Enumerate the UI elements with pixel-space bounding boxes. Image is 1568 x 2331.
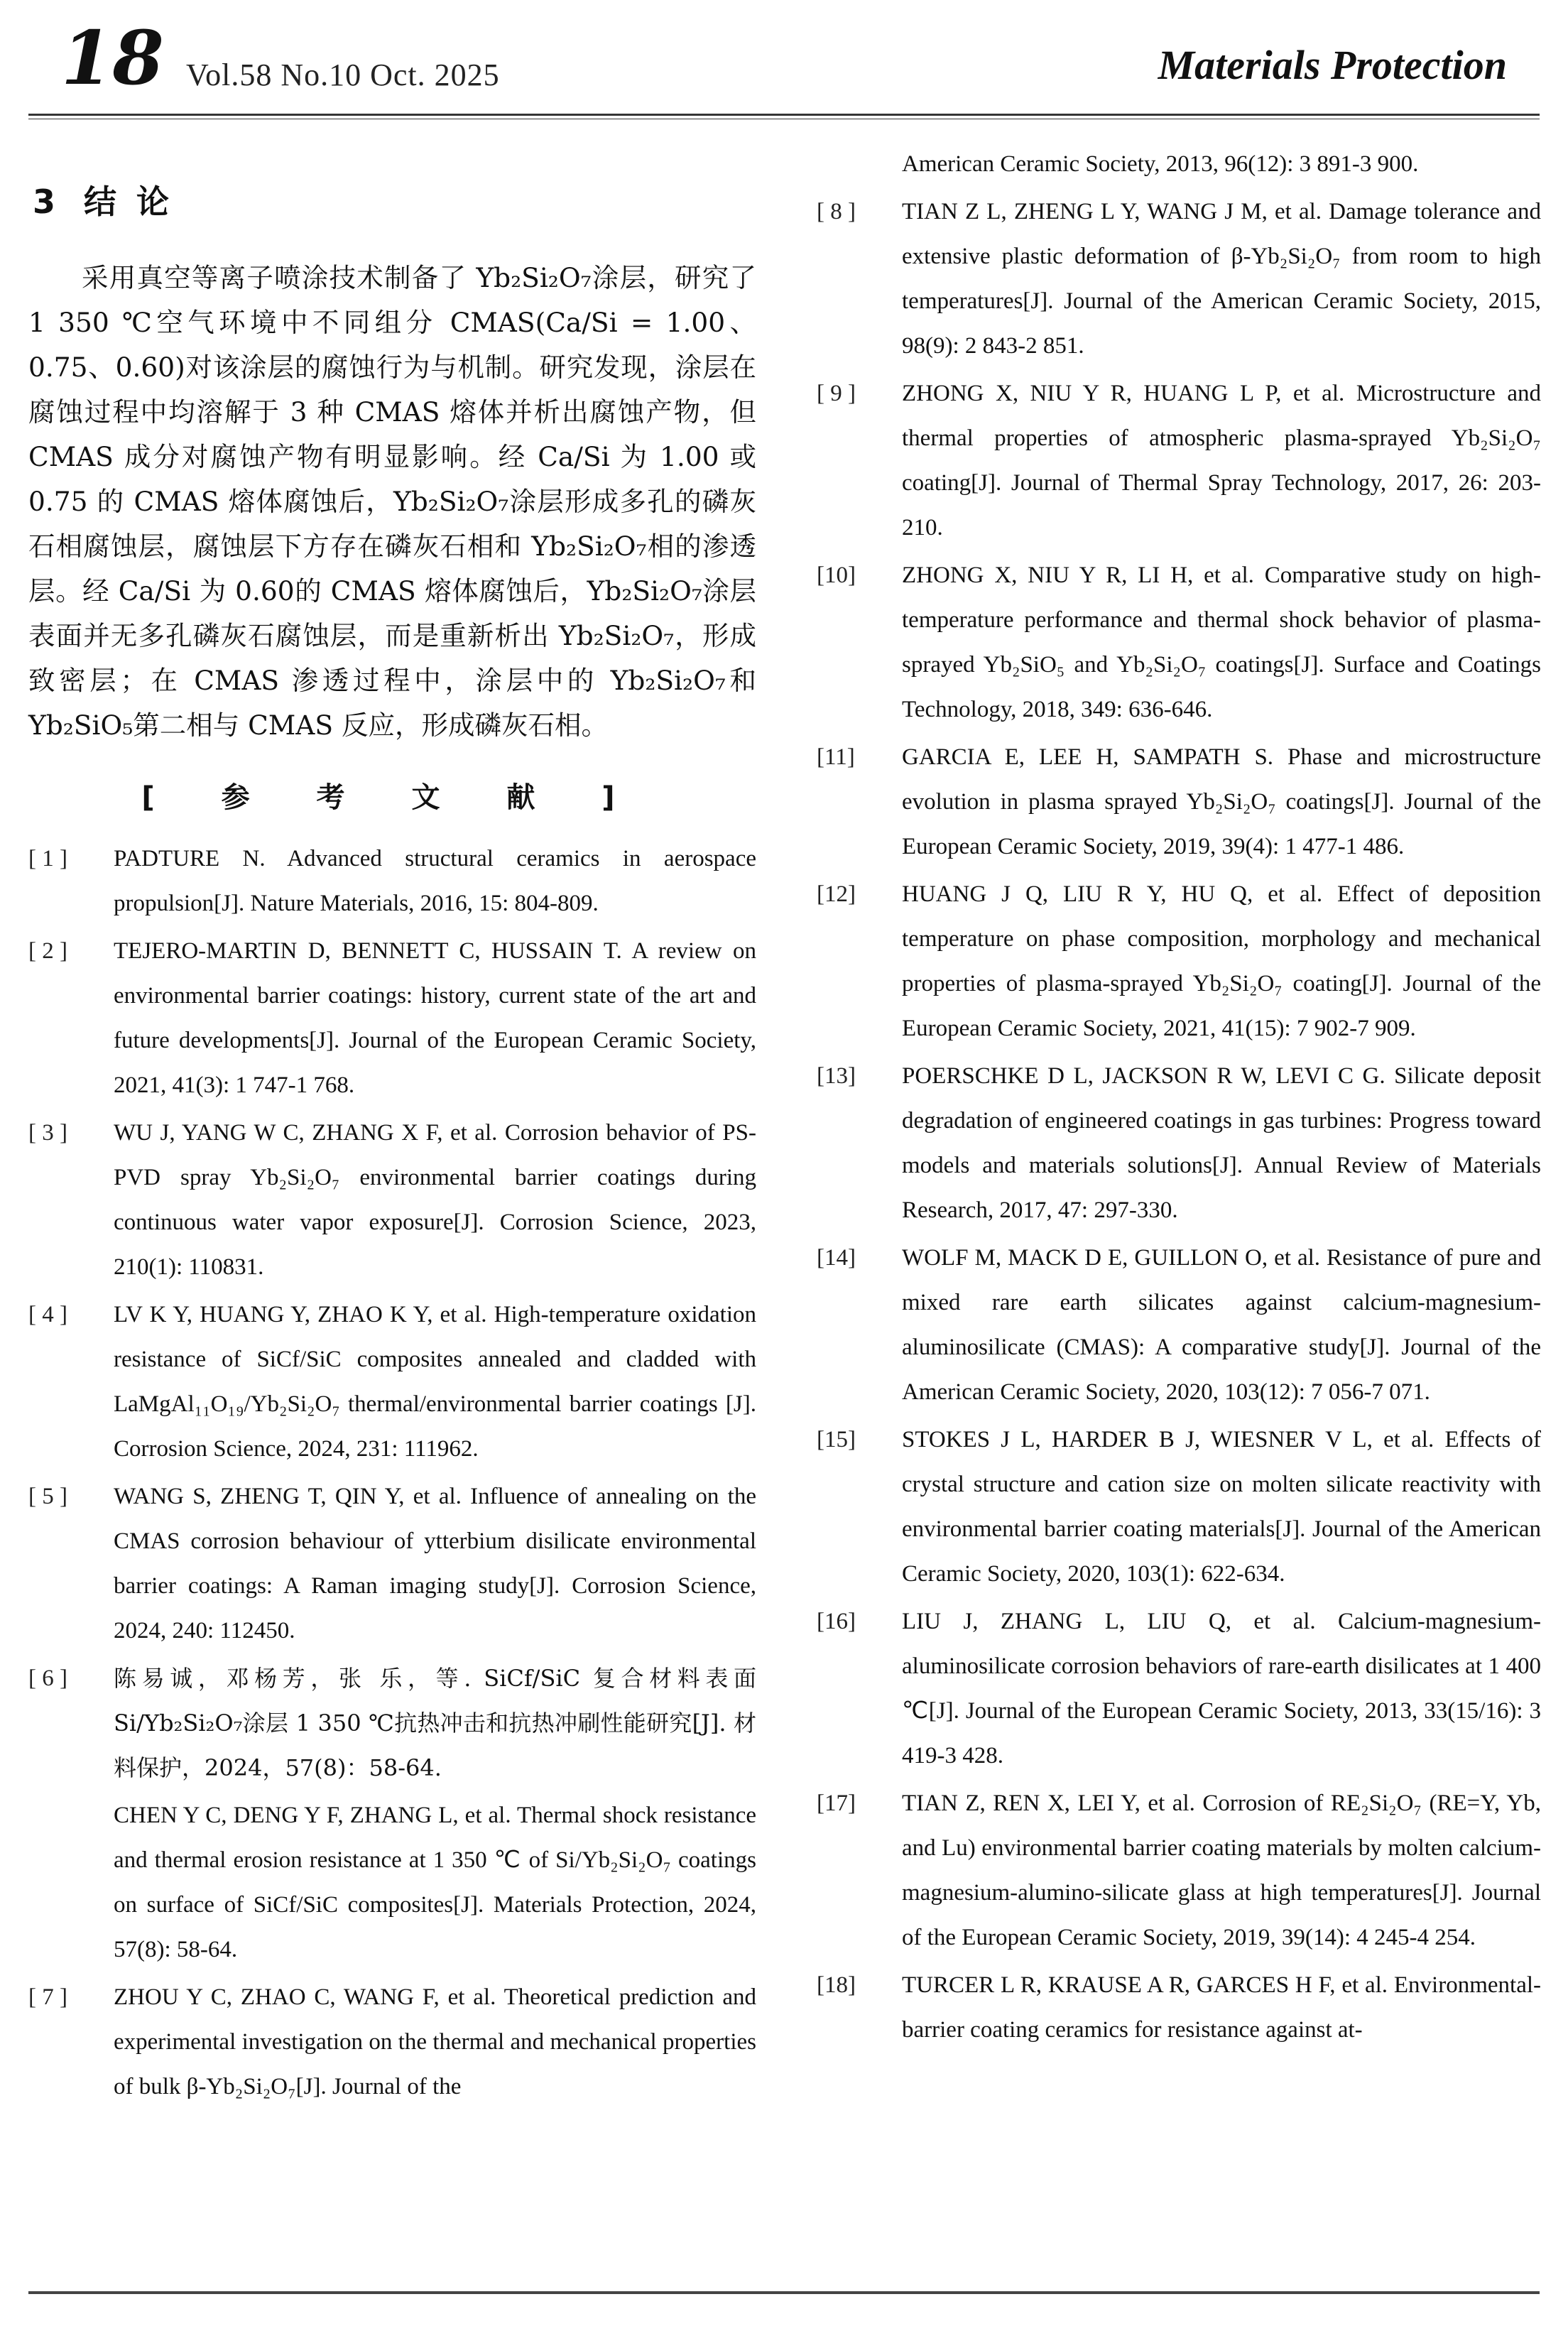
reference-text: TIAN Z L, ZHENG L Y, WANG J M, et al. Damage tolerance and extensive plastic deformation of β-Yb₂Si₂O₇ from room to high temperatures[J]. Journal of the American Ceramic Society, 2015, 98(9): 2 843-2 851. bbox=[902, 199, 1541, 359]
reference-item bbox=[817, 1418, 1541, 1597]
reference-item bbox=[817, 1599, 1541, 1778]
page-number: 18 bbox=[61, 14, 164, 102]
reference-index: [ 3 ] bbox=[28, 1120, 67, 1146]
reference-index: [11] bbox=[817, 744, 855, 770]
reference-item bbox=[28, 929, 756, 1108]
reference-item bbox=[28, 1293, 756, 1472]
reference-text: 陈易诚，邓杨芳，张 乐，等. SiCf/SiC 复合材料表面 Si/Yb₂Si₂O₇涂层 1 350 ℃抗热冲击和抗热冲刷性能研究[J]. 材料保护，2024，57(8)：58-64. bbox=[114, 1665, 756, 1781]
right-column bbox=[817, 142, 1541, 2055]
reference-text: LIU J, ZHANG L, LIU Q, et al. Calcium-magnesium-aluminosilicate corrosion behaviors of rare-earth disilicates at 1 400 ℃[J]. Journal of the European Ceramic Society, 2013, 33(15/16): 3 419-3 428. bbox=[902, 1609, 1541, 1768]
reference-index: [15] bbox=[817, 1427, 856, 1452]
reference-continuation: American Ceramic Society, 2013, 96(12): 3 891-3 900. bbox=[902, 151, 1419, 177]
reference-item bbox=[817, 1781, 1541, 1960]
reference-text: HUANG J Q, LIU R Y, HU Q, et al. Effect of deposition temperature on phase composition, morphology and mechanical properties of plasma-sprayed Yb₂Si₂O₇ coating[J]. Journal of the European Ceramic Society, 2021, 41(15): 7 902-7 909. bbox=[902, 881, 1541, 1041]
reference-item bbox=[28, 837, 756, 926]
reference-item bbox=[817, 190, 1541, 369]
reference-text: TURCER L R, KRAUSE A R, GARCES H F, et al. Environmental-barrier coating ceramics for resistance against at- bbox=[902, 1972, 1541, 2043]
reference-item bbox=[817, 1054, 1541, 1233]
conclusion-paragraph: 采用真空等离子喷涂技术制备了 Yb₂Si₂O₇涂层，研究了 1 350 ℃空气环境中不同组分 CMAS(Ca/Si = 1.00、0.75、0.60)对该涂层的腐蚀行为与机制。研究发现，涂层在腐蚀过程中均溶解于 3 种 CMAS 熔体并析出腐蚀产物，但 CMAS 成分对腐蚀产物有明显影响。经 Ca/Si 为 1.00 或 0.75 的 CMAS 熔体腐蚀后，Yb₂Si₂O₇涂层形成多孔的磷灰石相腐蚀层，腐蚀层下方存在磷灰石相和 Yb₂Si₂O₇相的渗透层。经 Ca/Si 为 0.60的 CMAS 熔体腐蚀后，Yb₂Si₂O₇涂层表面并无多孔磷灰石腐蚀层，而是重新析出 Yb₂Si₂O₇，形成致密层；在 CMAS 渗透过程中，涂层中的 Yb₂Si₂O₇和 Yb₂SiO₅第二相与 CMAS 反应，形成磷灰石相。 bbox=[28, 262, 756, 741]
reference-text: PADTURE N. Advanced structural ceramics in aerospace propulsion[J]. Nature Materials, 2016, 15: 804-809. bbox=[114, 846, 756, 916]
reference-text: WU J, YANG W C, ZHANG X F, et al. Corrosion behavior of PS-PVD spray Yb₂Si₂O₇ environmental barrier coatings during continuous water vapor exposure[J]. Corrosion Science, 2023, 210(1): 110831. bbox=[114, 1120, 756, 1280]
reference-item bbox=[817, 1236, 1541, 1415]
reference-item bbox=[817, 872, 1541, 1051]
reference-list-right bbox=[817, 190, 1541, 2053]
section-heading: 结 论 bbox=[84, 183, 174, 221]
reference-index: [ 5 ] bbox=[28, 1484, 67, 1509]
reference-index: [12] bbox=[817, 881, 856, 907]
issue-info: Vol.58 No.10 Oct. 2025 bbox=[186, 58, 500, 92]
reference-index: [17] bbox=[817, 1791, 856, 1816]
reference-text: ZHONG X, NIU Y R, LI H, et al. Comparative study on high-temperature performance and thermal shock behavior of plasma-sprayed Yb₂SiO₅ and Yb₂Si₂O₇ coatings[J]. Surface and Coatings Technology, 2018, 349: 636-646. bbox=[902, 563, 1541, 722]
reference-index: [ 4 ] bbox=[28, 1302, 67, 1327]
header-rule bbox=[28, 114, 1540, 119]
reference-index: [10] bbox=[817, 563, 856, 588]
reference-english-translation: CHEN Y C, DENG Y F, ZHANG L, et al. Thermal shock resistance and thermal erosion resistance at 1 350 ℃ of Si/Yb₂Si₂O₇ coatings on surface of SiCf/SiC composites[J]. Materials Protection, 2024, 57(8): 58-64. bbox=[114, 1803, 756, 1962]
reference-text: ZHONG X, NIU Y R, HUANG L P, et al. Microstructure and thermal properties of atmospheric plasma-sprayed Yb₂Si₂O₇ coating[J]. Journal of Thermal Spray Technology, 2017, 26: 203-210. bbox=[902, 381, 1541, 540]
reference-item bbox=[28, 1111, 756, 1290]
reference-item bbox=[28, 1474, 756, 1653]
reference-text: STOKES J L, HARDER B J, WIESNER V L, et al. Effects of crystal structure and cation size on molten silicate reactivity with environmental barrier coating materials[J]. Journal of the American Ceramic Society, 2020, 103(1): 622-634. bbox=[902, 1427, 1541, 1587]
reference-list-left bbox=[28, 837, 756, 2109]
references-title: [ 参 考 文 献 ] bbox=[141, 781, 643, 814]
reference-index: [ 8 ] bbox=[817, 199, 856, 224]
journal-name: Materials Protection bbox=[1158, 42, 1507, 88]
reference-text: WOLF M, MACK D E, GUILLON O, et al. Resistance of pure and mixed rare earth silicates against calcium-magnesium-aluminosilicate (CMAS): A comparative study[J]. Journal of the American Ceramic Society, 2020, 103(12): 7 056-7 071. bbox=[902, 1245, 1541, 1405]
section-number: 3 bbox=[33, 183, 60, 221]
reference-item bbox=[817, 553, 1541, 732]
reference-text: ZHOU Y C, ZHAO C, WANG F, et al. Theoretical prediction and experimental investigation on the thermal and mechanical properties of bulk β-Yb₂Si₂O₇[J]. Journal of the bbox=[114, 1984, 756, 2099]
reference-item bbox=[28, 1975, 756, 2109]
page-header bbox=[0, 0, 1568, 135]
reference-item bbox=[817, 1963, 1541, 2053]
reference-index: [ 9 ] bbox=[817, 381, 856, 406]
reference-text: POERSCHKE D L, JACKSON R W, LEVI C G. Silicate deposit degradation of engineered coatings in gas turbines: Progress toward models and materials solutions[J]. Annual Review of Materials Research, 2017, 47: 297-330. bbox=[902, 1063, 1541, 1223]
reference-text: GARCIA E, LEE H, SAMPATH S. Phase and microstructure evolution in plasma sprayed Yb₂Si₂O₇ coatings[J]. Journal of the European Ceramic Society, 2019, 39(4): 1 477-1 486. bbox=[902, 744, 1541, 859]
reference-index: [ 1 ] bbox=[28, 846, 67, 871]
reference-text: TIAN Z, REN X, LEI Y, et al. Corrosion of RE₂Si₂O₇ (RE=Y, Yb, and Lu) environmental barrier coating materials by molten calcium-magnesium-alumino-silicate glass at high temperatures[J]. Journal of the European Ceramic Society, 2019, 39(14): 4 245-4 254. bbox=[902, 1791, 1541, 1950]
reference-index: [14] bbox=[817, 1245, 856, 1271]
reference-item bbox=[817, 735, 1541, 869]
reference-index: [13] bbox=[817, 1063, 856, 1089]
reference-index: [16] bbox=[817, 1609, 856, 1634]
reference-text: LV K Y, HUANG Y, ZHAO K Y, et al. High-temperature oxidation resistance of SiCf/SiC composites annealed and cladded with LaMgAl₁₁O₁₉/Yb₂Si₂O₇ thermal/environmental barrier coatings [J]. Corrosion Science, 2024, 231: 111962. bbox=[114, 1302, 756, 1462]
reference-item bbox=[28, 1656, 756, 1791]
reference-text: WANG S, ZHENG T, QIN Y, et al. Influence of annealing on the CMAS corrosion behaviour of ytterbium disilicate environmental barrier coatings: A Raman imaging study[J]. Corrosion Science, 2024, 240: 112450. bbox=[114, 1484, 756, 1643]
reference-item bbox=[817, 371, 1541, 550]
reference-index: [ 7 ] bbox=[28, 1984, 67, 2010]
reference-index: [18] bbox=[817, 1972, 856, 1998]
reference-index: [ 6 ] bbox=[28, 1666, 67, 1691]
reference-index: [ 2 ] bbox=[28, 938, 67, 964]
left-column bbox=[28, 142, 756, 2112]
reference-text: TEJERO-MARTIN D, BENNETT C, HUSSAIN T. A review on environmental barrier coatings: history, current state of the art and future developments[J]. Journal of the European Ceramic Society, 2021, 41(3): 1 747-1 768. bbox=[114, 938, 756, 1098]
section-title bbox=[33, 176, 756, 223]
footer-rule bbox=[28, 2291, 1540, 2294]
